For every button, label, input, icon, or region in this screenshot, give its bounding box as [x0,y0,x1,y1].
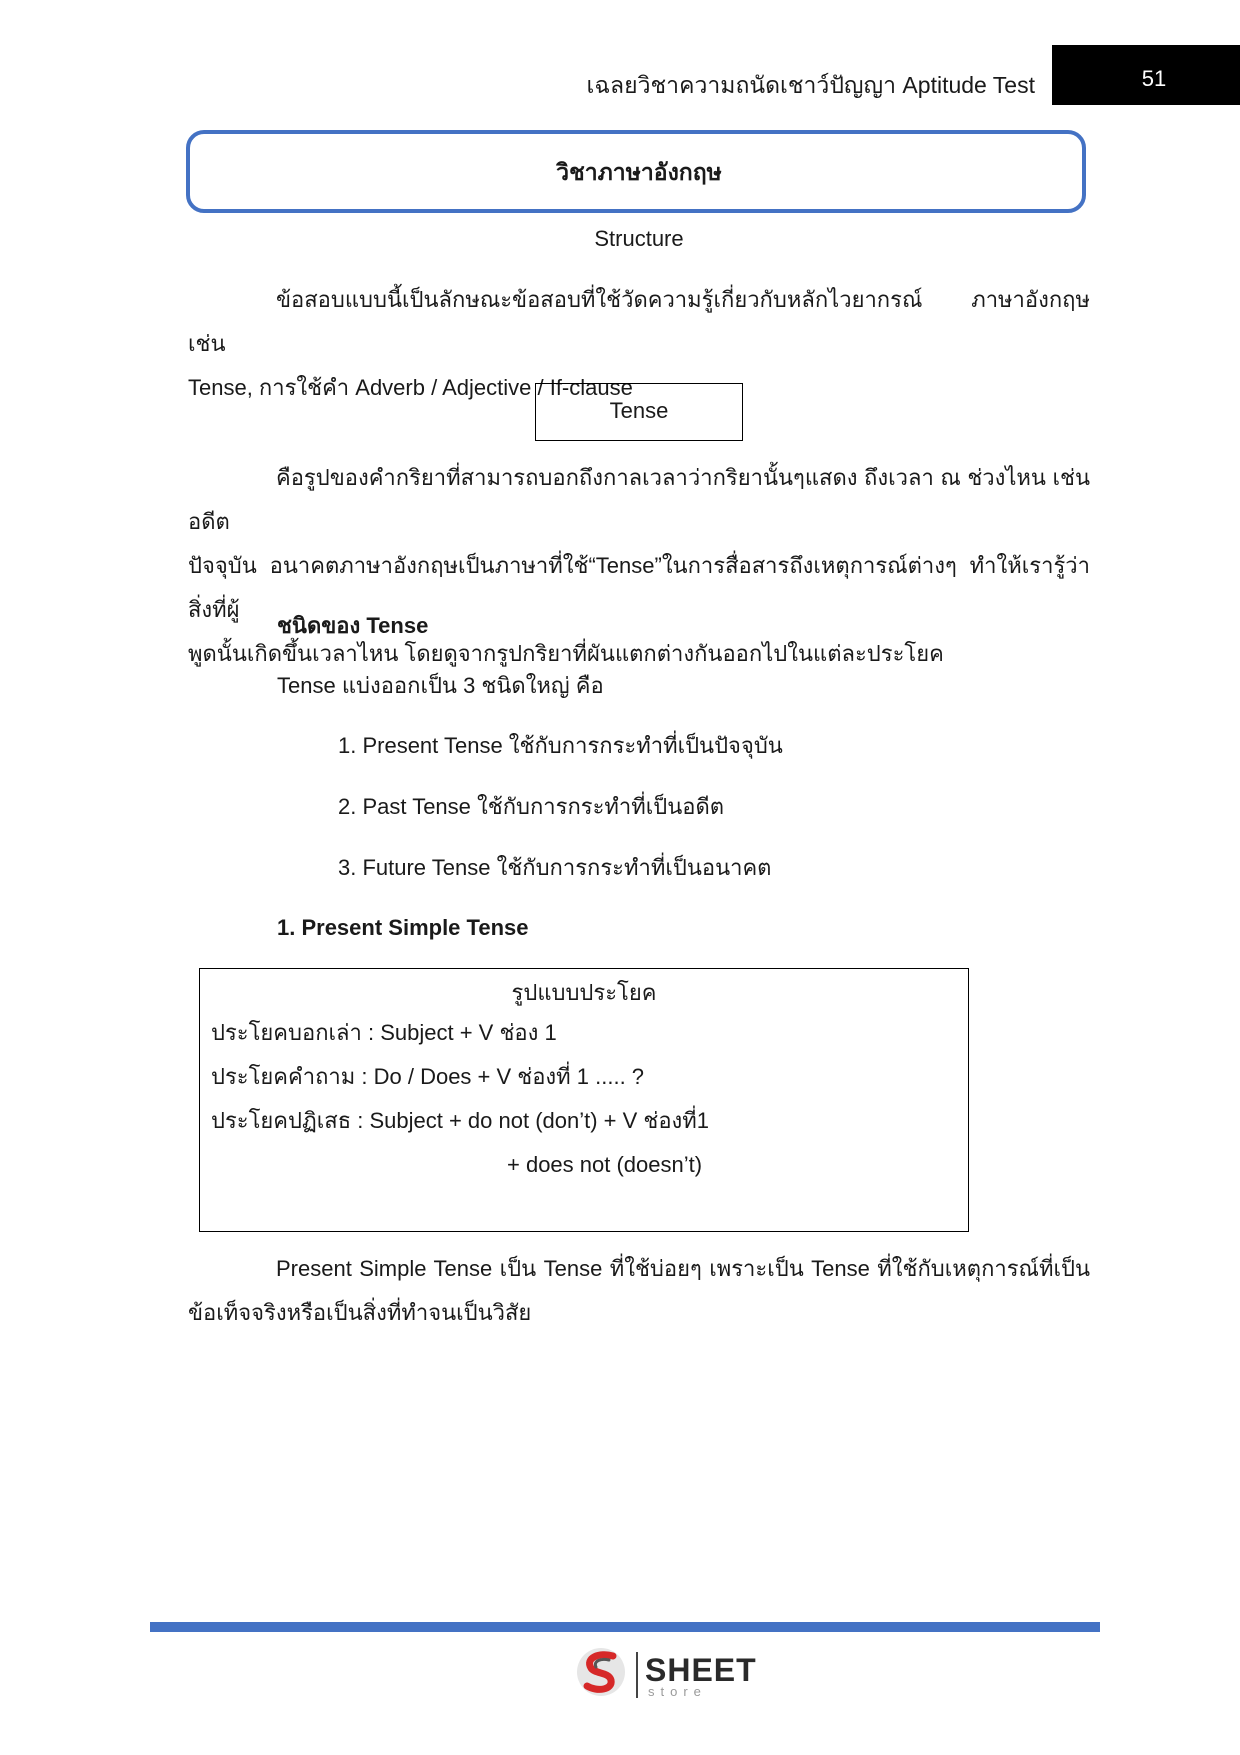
tense-description [188,456,1090,676]
formula-question: ประโยคคำถาม : Do / Does + V ช่องที่ 1 ..... ? [211,1064,645,1089]
present-simple-description [188,1247,1090,1335]
page-number: 51 [1141,66,1167,91]
type-item-3: 3. Future Tense ใช้กับการกระทำที่เป็นอนาคต [338,855,772,880]
sheet-store-s-icon [575,1644,631,1700]
tense-box-label: Tense [609,398,669,423]
tense-desc-line-2: ปัจจุบัน อนาคตภาษาอังกฤษเป็นภาษาที่ใช้“Tense”ในการสื่อสารถึงเหตุการณ์ต่างๆ ทำให้เรารู้ว่าสิ่งที่ผู้ [188,553,1090,622]
types-heading: ชนิดของ Tense [277,613,429,638]
types-intro: Tense แบ่งออกเป็น 3 ชนิดใหญ่ คือ [277,673,604,698]
intro-line-2: Tense, การใช้คำ Adverb / Adjective / If-clause [188,375,633,400]
footer-rule [150,1622,1100,1632]
formula-negative: ประโยคปฏิเสธ : Subject + do not (don’t) + V ช่องที่1 [211,1108,710,1133]
type-item-1: 1. Present Tense ใช้กับการกระทำที่เป็นปัจจุบัน [338,733,783,758]
formula-negative-alt: + does not (doesn’t) [507,1152,703,1177]
logo-subtext: store [648,1684,707,1699]
formula-title: รูปแบบประโยค [511,980,657,1005]
logo-text: SHEET [645,1652,757,1688]
intro-line-1: ข้อสอบแบบนี้เป็นลักษณะข้อสอบที่ใช้วัดความรู้เกี่ยวกับหลักไวยากรณ์ ภาษาอังกฤษ เช่น [188,287,1090,356]
subject-title: วิชาภาษาอังกฤษ [556,159,722,185]
formula-affirmative: ประโยคบอกเล่า : Subject + V ช่อง 1 [211,1020,557,1045]
header-title: เฉลยวิชาความถนัดเชาว์ปัญญา Aptitude Test [586,72,1035,98]
section-title: Structure [594,226,684,251]
present-simple-heading: 1. Present Simple Tense [277,915,529,940]
type-item-2: 2. Past Tense ใช้กับการกระทำที่เป็นอดีต [338,794,725,819]
tense-desc-line-3: พูดนั้นเกิดขึ้นเวลาไหน โดยดูจากรูปกริยาที่ผันแตกต่างกันออกไปในแต่ละประโยค [188,641,944,666]
tense-desc-line-1: คือรูปของคำกริยาที่สามารถบอกถึงกาลเวลาว่ากริยานั้นๆแสดง ถึงเวลา ณ ช่วงไหน เช่น อดีต [188,465,1090,534]
present-simple-desc-line-1: Present Simple Tense เป็น Tense ที่ใช้บ่อยๆ เพราะเป็น Tense ที่ใช้กับเหตุการณ์ที่เป็น [276,1256,1090,1281]
logo-divider [636,1652,638,1698]
present-simple-desc-line-2: ข้อเท็จจริงหรือเป็นสิ่งที่ทำจนเป็นวิสัย [188,1300,532,1325]
